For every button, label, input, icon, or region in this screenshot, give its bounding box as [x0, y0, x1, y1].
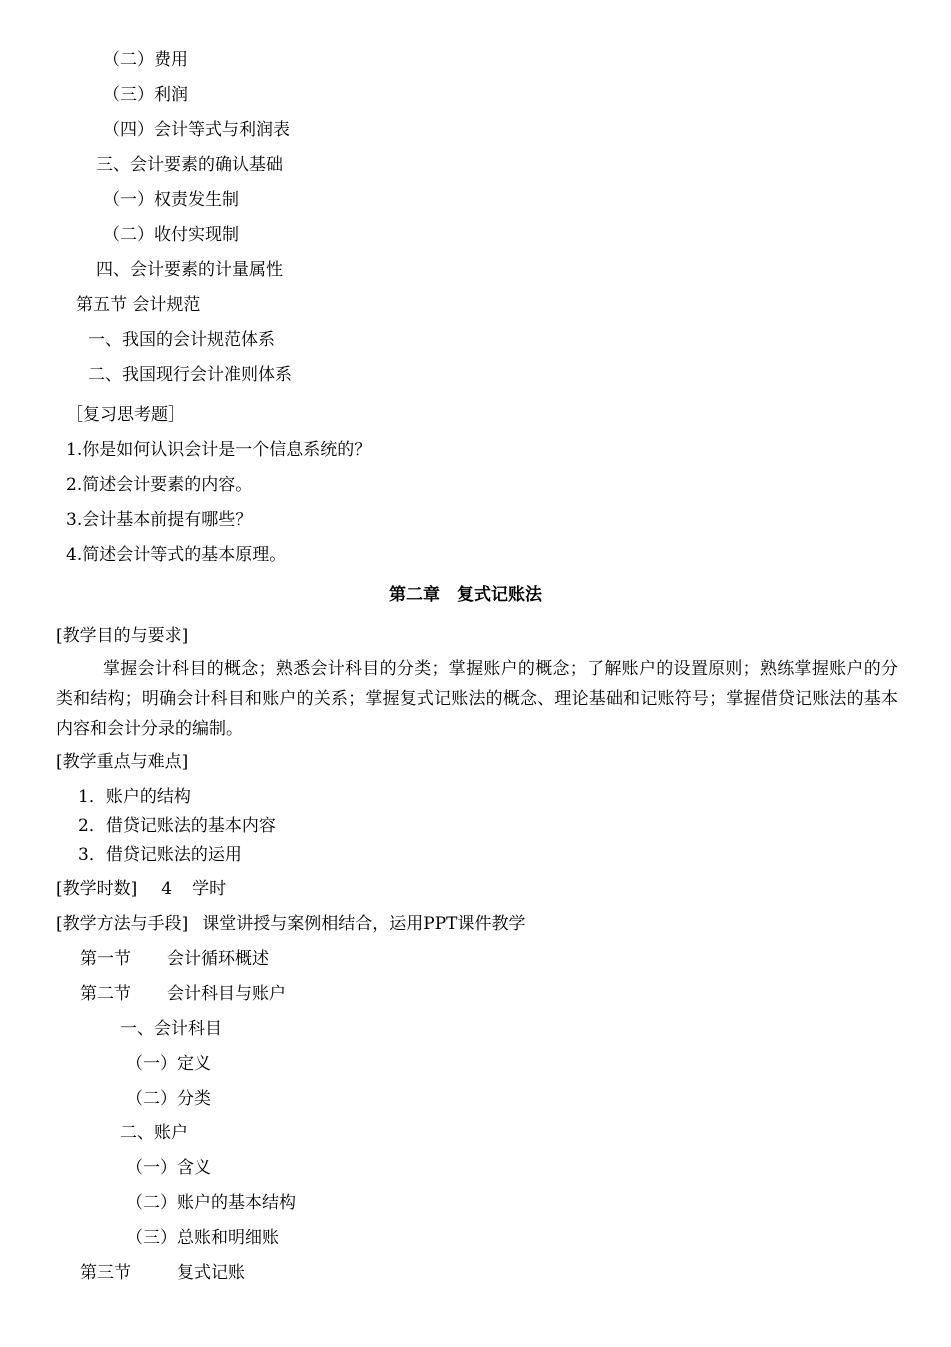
- section-title: 会计科目与账户: [167, 984, 286, 1004]
- teaching-methods: [56, 913, 525, 935]
- outline-item: 一、会计科目: [120, 1019, 222, 1039]
- outline-item: 三、会计要素的确认基础: [96, 155, 283, 175]
- key-point-item: 2．借贷记账法的基本内容: [78, 816, 276, 836]
- section-title: 复式记账: [177, 1263, 245, 1283]
- outline-item: 二、我国现行会计准则体系: [88, 365, 292, 385]
- hours-label: [教学时数]: [56, 879, 138, 899]
- outline-item: （三）利润: [103, 85, 188, 105]
- objectives-paragraph: 掌握会计科目的概念；熟悉会计科目的分类；掌握账户的概念；了解账户的设置原则；熟练掌握账户的分类和结构；明确会计科目和账户的关系；掌握复式记账法的概念、理论基础和记账符号；掌握借贷记账法的基本内容和会计分录的编制。: [56, 659, 898, 739]
- section-title: 会计循环概述: [167, 949, 269, 969]
- outline-item: （二）费用: [103, 50, 188, 70]
- outline-item: （二）账户的基本结构: [126, 1193, 296, 1213]
- section-heading: 第五节 会计规范: [76, 295, 201, 315]
- section-heading: [80, 1262, 245, 1284]
- review-heading: ［复习思考题］: [66, 405, 185, 425]
- section-number: 第二节: [80, 984, 131, 1004]
- key-points-heading: [教学重点与难点]: [56, 752, 189, 772]
- key-point-item: 3．借贷记账法的运用: [78, 845, 242, 865]
- hours-unit: 学时: [192, 879, 227, 899]
- methods-label: [教学方法与手段]: [56, 914, 189, 934]
- outline-item: （二）分类: [126, 1089, 211, 1109]
- key-point-item: 1．账户的结构: [78, 787, 191, 807]
- section-number: 第一节: [80, 949, 131, 969]
- outline-item: 二、账户: [120, 1123, 188, 1143]
- outline-item: （一）含义: [126, 1158, 211, 1178]
- outline-item: 一、我国的会计规范体系: [88, 330, 275, 350]
- outline-item: （三）总账和明细账: [126, 1228, 279, 1248]
- review-question: 2.简述会计要素的内容。: [66, 475, 253, 495]
- outline-item: （四）会计等式与利润表: [103, 120, 290, 140]
- section-heading: [80, 983, 286, 1005]
- hours-value: 4: [161, 879, 173, 899]
- review-question: 3.会计基本前提有哪些？: [66, 510, 253, 530]
- section-number: 第三节: [80, 1263, 131, 1283]
- review-question: 1.你是如何认识会计是一个信息系统的？: [66, 440, 372, 460]
- outline-item: 四、会计要素的计量属性: [96, 260, 283, 280]
- chapter-title: 第二章 复式记账法: [389, 585, 542, 605]
- objectives-heading: [教学目的与要求]: [56, 626, 189, 646]
- outline-item: （一）定义: [126, 1054, 211, 1074]
- teaching-hours: [56, 878, 226, 900]
- methods-value: 课堂讲授与案例相结合，运用PPT课件教学: [202, 914, 526, 934]
- outline-item: （二）收付实现制: [103, 225, 239, 245]
- review-question: 4.简述会计等式的基本原理。: [66, 545, 287, 565]
- outline-item: （一）权责发生制: [103, 190, 239, 210]
- section-heading: [80, 948, 269, 970]
